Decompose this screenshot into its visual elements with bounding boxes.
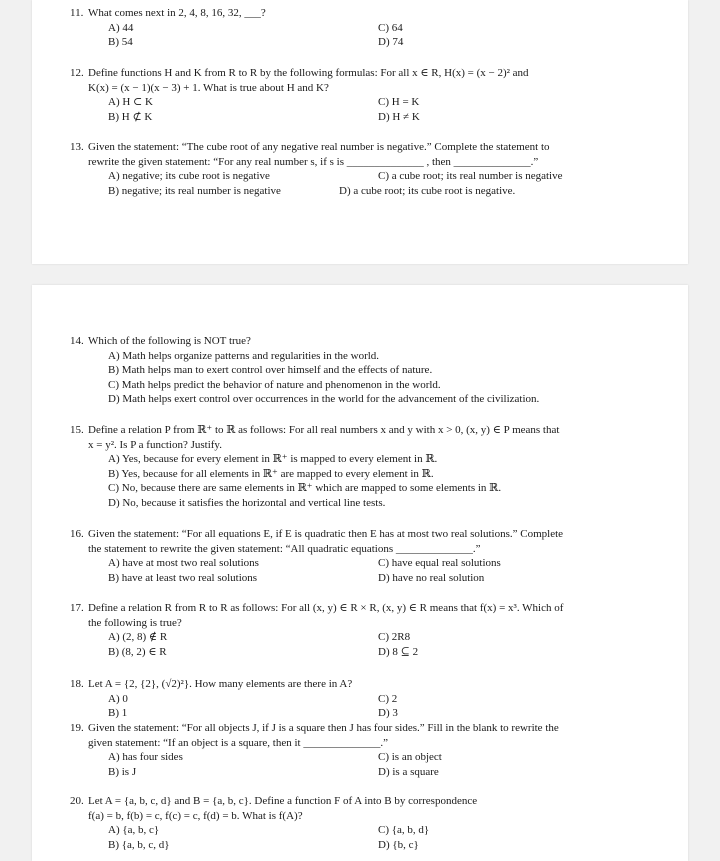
option-b: B) Math helps man to exert control over himself and the effects of nature.	[108, 364, 433, 376]
option-c: C) H = K	[378, 96, 420, 108]
option-c: C) {a, b, d}	[378, 824, 430, 836]
question-number: 17.	[70, 602, 84, 614]
option-b: B) Yes, because for all elements in ℝ⁺ are mapped to every element in ℝ.	[108, 467, 434, 480]
option-b: B) (8, 2) ∈ R	[108, 645, 167, 658]
option-a: A) negative; its cube root is negative	[108, 170, 270, 182]
option-a: A) has four sides	[108, 751, 183, 763]
option-c: C) 2	[378, 692, 398, 705]
question-13	[32, 140, 688, 198]
question-11	[32, 6, 688, 50]
option-b: B) have at least two real solutions	[108, 571, 258, 584]
question-text: Given the statement: “For all equations E, if E is quadratic then E has at most two real solutions.” Complete	[88, 528, 564, 540]
question-text-cont: x = y². Is P a function? Justify.	[88, 438, 222, 451]
question-16	[32, 527, 688, 585]
page-1	[32, 0, 688, 264]
question-text-cont: rewrite the given statement: “For any real number s, if s is ______________ , then ______________.”	[88, 155, 539, 168]
option-d: D) Math helps exert control over occurrences in the world for the advancement of the civilization.	[108, 393, 540, 405]
question-text-cont: the statement to rewrite the given statement: “All quadratic equations ______________.”	[88, 542, 481, 555]
question-text: Which of the following is NOT true?	[88, 335, 251, 347]
option-d: D) is a square	[378, 765, 439, 778]
option-c: C) 64	[378, 21, 403, 34]
page-2	[32, 285, 688, 861]
question-17	[32, 601, 688, 659]
option-c: C) have equal real solutions	[378, 557, 501, 569]
option-b: B) {a, b, c, d}	[108, 838, 170, 851]
question-text-cont: K(x) = (x − 1)(x − 3) + 1. What is true about H and K?	[88, 81, 329, 94]
option-a: A) (2, 8) ∉ R	[108, 631, 168, 643]
option-d: D) 74	[378, 36, 404, 48]
option-d: D) 8 ⊆ 2	[378, 645, 419, 658]
option-b: B) negative; its real number is negative	[108, 184, 281, 197]
option-a: A) Math helps organize patterns and regularities in the world.	[108, 349, 380, 362]
question-text: Let A = {2, {2}, (√2)²}. How many elements are there in A?	[88, 678, 353, 690]
question-number: 16.	[70, 528, 84, 540]
question-18	[32, 677, 688, 721]
question-text: Define functions H and K from R to R by the following formulas: For all x ∈ R, H(x) = (x − 2)² and	[88, 67, 529, 79]
question-text: Given the statement: “The cube root of any negative real number is negative.” Complete the statement to	[88, 141, 550, 153]
option-d: D) No, because it satisfies the horizontal and vertical line tests.	[108, 496, 386, 509]
question-number: 19.	[70, 722, 84, 734]
question-19	[32, 721, 688, 779]
option-d: D) {b, c}	[378, 838, 419, 851]
option-a: A) 44	[108, 21, 134, 34]
question-text: What comes next in 2, 4, 8, 16, 32, ___?	[88, 7, 266, 19]
option-a: A) {a, b, c}	[108, 824, 160, 836]
question-text: Define a relation R from R to R as follows: For all (x, y) ∈ R × R, (x, y) ∈ R means that f(x) = x³. Which of	[88, 602, 564, 614]
option-b: B) H ⊄ K	[108, 110, 153, 123]
question-number: 18.	[70, 678, 84, 690]
option-a: A) have at most two real solutions	[108, 557, 259, 569]
question-text-cont: f(a) = b, f(b) = c, f(c) = c, f(d) = b. What is f(A)?	[88, 809, 303, 822]
option-d: D) a cube root; its cube root is negative.	[339, 184, 516, 197]
option-d: D) H ≠ K	[378, 110, 420, 123]
question-number: 13.	[70, 141, 84, 153]
option-d: D) have no real solution	[378, 571, 485, 584]
question-20	[32, 794, 688, 852]
option-b: B) 54	[108, 36, 133, 48]
question-number: 15.	[70, 424, 84, 436]
option-c: C) Math helps predict the behavior of nature and phenomenon in the world.	[108, 378, 441, 391]
option-b: B) is J	[108, 765, 137, 778]
question-text: Let A = {a, b, c, d} and B = {a, b, c}. Define a function F of A into B by correspondence	[88, 795, 478, 807]
question-number: 12.	[70, 67, 84, 79]
option-c: C) is an object	[378, 751, 442, 763]
question-14	[32, 334, 688, 407]
option-b: B) 1	[108, 707, 128, 719]
question-number: 11.	[70, 7, 84, 19]
question-text-cont: the following is true?	[88, 616, 182, 629]
option-c: C) No, because there are same elements in ℝ⁺ which are mapped to some elements in ℝ.	[108, 482, 502, 494]
question-15	[32, 423, 688, 510]
option-a: A) 0	[108, 692, 128, 705]
question-text-cont: given statement: “If an object is a square, then it ______________.”	[88, 736, 388, 749]
option-c: C) 2R8	[378, 631, 411, 643]
option-a: A) Yes, because for every element in ℝ⁺ is mapped to every element in ℝ.	[108, 453, 438, 465]
question-number: 20.	[70, 795, 84, 807]
option-d: D) 3	[378, 707, 398, 719]
question-text: Define a relation P from ℝ⁺ to ℝ as follows: For all real numbers x and y with x > 0, (x, y) ∈ P means that	[88, 424, 560, 436]
question-12	[32, 66, 688, 124]
question-text: Given the statement: “For all objects J, if J is a square then J has four sides.” Fill in the blank to rewrite the	[88, 722, 559, 734]
option-a: A) H ⊂ K	[108, 96, 153, 108]
question-number: 14.	[70, 335, 84, 347]
option-c: C) a cube root; its real number is negative	[378, 170, 563, 182]
